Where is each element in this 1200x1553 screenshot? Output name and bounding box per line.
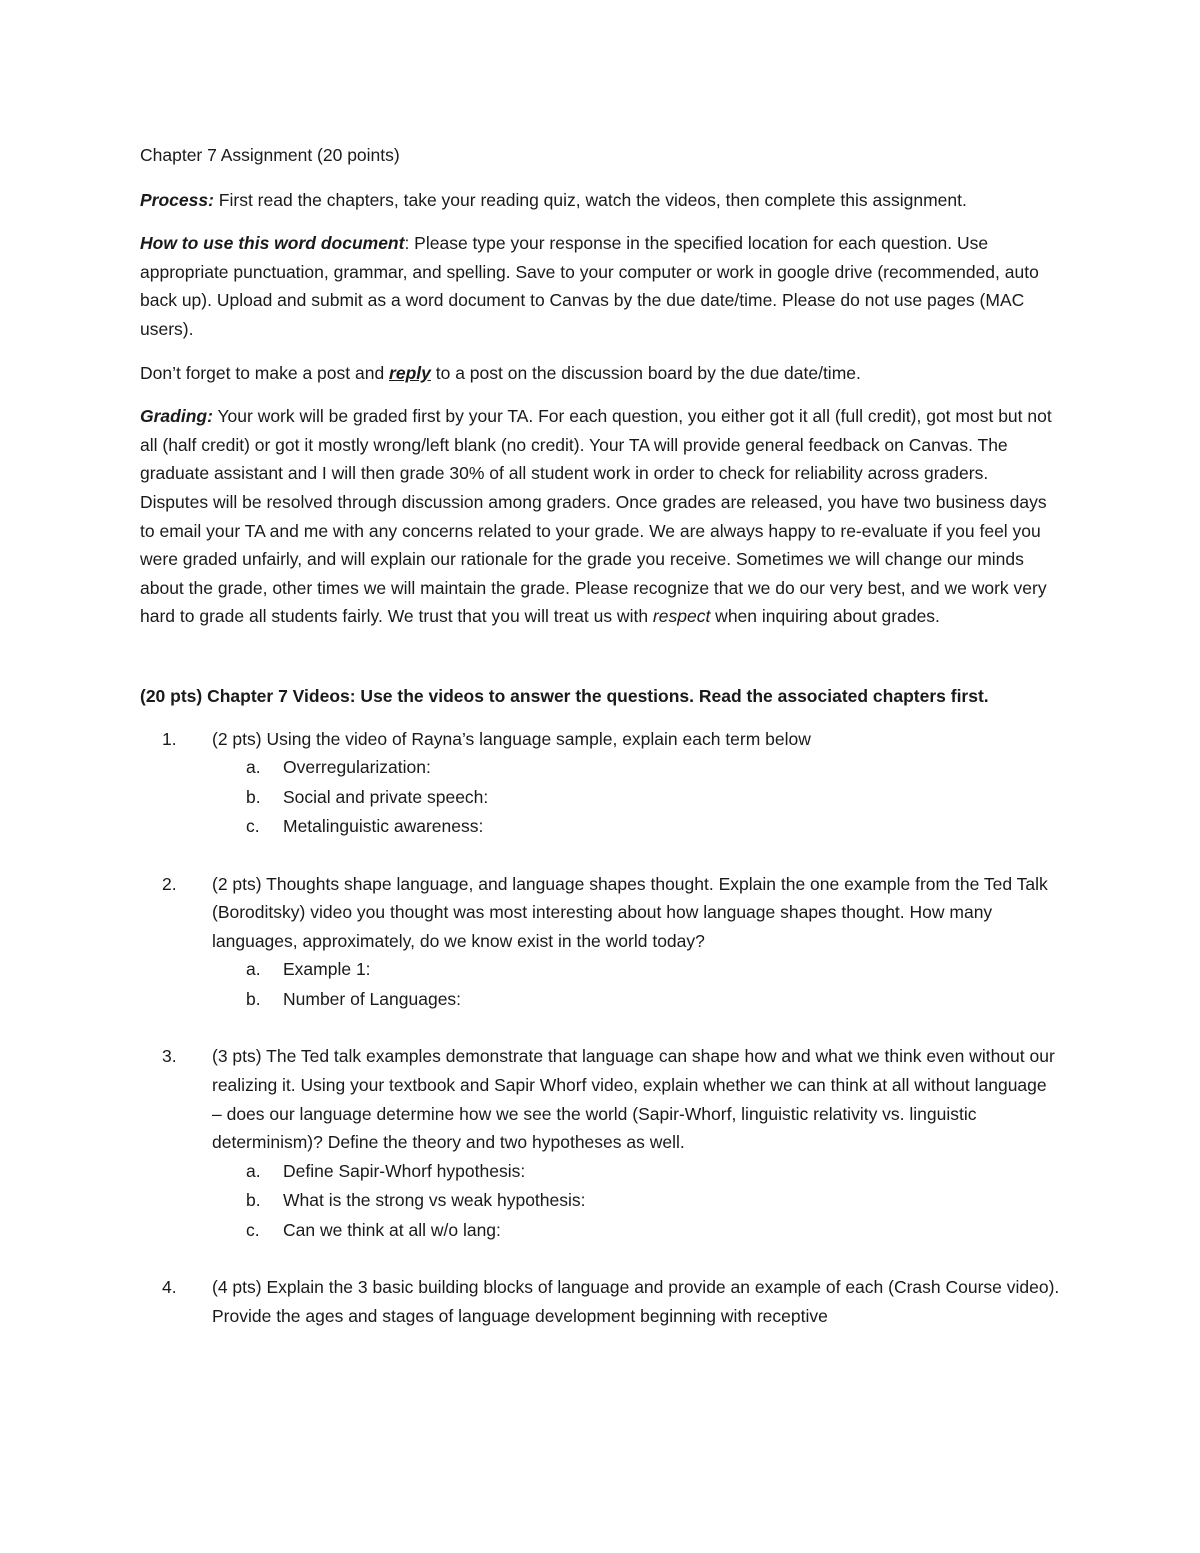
- question-item: [140, 1042, 1060, 1245]
- sub-question-text: What is the strong vs weak hypothesis:: [283, 1190, 586, 1211]
- question-number: 4.: [162, 1277, 177, 1298]
- how-to-use-text: : Please type your response in the specified location for each question. Use appropriate punctuation, grammar, and spelling. Save to your computer or work in google drive (recommended, auto back up). Upload and submit as a word document to Canvas by the due date/time. Please do not use pages (MAC users).: [140, 233, 1039, 339]
- reminder-text-before: Don’t forget to make a post and: [140, 362, 390, 383]
- grading-label: Grading:: [140, 406, 213, 427]
- grading-emphasis: respect: [652, 606, 711, 627]
- question-text: (2 pts) Thoughts shape language, and language shapes thought. Explain the one example from the Ted Talk (Boroditsky) video you thought was most interesting about how language shapes thought. How many languages, approximately, do we know exist in the world today?: [212, 873, 1048, 951]
- sub-question-text: Overregularization:: [283, 757, 431, 778]
- process-label: Process:: [140, 189, 214, 210]
- grading-text-after: when inquiring about grades.: [710, 606, 940, 627]
- reminder-emphasis: reply: [389, 362, 431, 383]
- grading-paragraph: [140, 402, 1060, 631]
- question-item: [140, 1273, 1060, 1330]
- question-list: [140, 725, 1060, 1331]
- question-item: [140, 725, 1060, 842]
- sub-question-list: [212, 955, 1060, 1014]
- question-number: 2.: [162, 873, 177, 894]
- section-heading: (20 pts) Chapter 7 Videos: Use the videos to answer the questions. Read the associated chapters first.: [140, 685, 989, 706]
- sub-question-item: [212, 1157, 1060, 1187]
- sub-question-item: [212, 812, 1060, 842]
- sub-question-text: Example 1:: [283, 959, 371, 980]
- sub-question-text: Can we think at all w/o lang:: [283, 1219, 501, 1240]
- sub-question-letter: b.: [246, 786, 261, 807]
- reminder-text-after: to a post on the discussion board by the due date/time.: [430, 362, 861, 383]
- grading-text: Your work will be graded first by your TA. For each question, you either got it all (full credit), got most but not all (half credit) or got it mostly wrong/left blank (no credit). Your TA will provide general feedback on Canvas. The graduate assistant and I will then grade 30% of all student work in order to check for reliability across graders. Disputes will be resolved through discussion among graders. Once grades are released, you have two business days to email your TA and me with any concerns related to your grade. We are always happy to re-evaluate if you feel you were graded unfairly, and will explain our rationale for the grade you receive. Sometimes we will change our minds about the grade, other times we will maintain the grade. Please recognize that we do our very best, and we work very hard to grade all students fairly. We trust that you will treat us with: [140, 406, 1052, 627]
- question-number: 1.: [162, 728, 177, 749]
- sub-question-item: [212, 985, 1060, 1015]
- sub-question-item: [212, 1216, 1060, 1246]
- how-to-use-paragraph: [140, 229, 1060, 343]
- sub-question-item: [212, 783, 1060, 813]
- sub-question-item: [212, 753, 1060, 783]
- question-number: 3.: [162, 1046, 177, 1067]
- sub-question-letter: b.: [246, 988, 261, 1009]
- question-text: (2 pts) Using the video of Rayna’s language sample, explain each term below: [212, 728, 811, 749]
- sub-question-list: [212, 1157, 1060, 1246]
- sub-question-letter: a.: [246, 959, 261, 980]
- reminder-paragraph: [140, 359, 1060, 388]
- sub-question-list: [212, 753, 1060, 842]
- how-to-use-label: How to use this word document: [140, 233, 405, 254]
- sub-question-letter: b.: [246, 1190, 261, 1211]
- question-text: (3 pts) The Ted talk examples demonstrate that language can shape how and what we think even without our realizing it. Using your textbook and Sapir Whorf video, explain whether we can think at all without language – does our language determine how we see the world (Sapir-Whorf, linguistic relativity vs. linguistic determinism)? Define the theory and two hypotheses as well.: [212, 1046, 1055, 1153]
- sub-question-text: Metalinguistic awareness:: [283, 816, 484, 837]
- question-item: [140, 870, 1060, 1015]
- sub-question-letter: c.: [246, 816, 260, 837]
- process-paragraph: [140, 186, 1060, 215]
- sub-question-letter: a.: [246, 1160, 261, 1181]
- assignment-title: Chapter 7 Assignment (20 points): [140, 145, 400, 165]
- sub-question-letter: a.: [246, 757, 261, 778]
- sub-question-letter: c.: [246, 1219, 260, 1240]
- sub-question-text: Social and private speech:: [283, 786, 489, 807]
- sub-question-item: [212, 1186, 1060, 1216]
- question-text: (4 pts) Explain the 3 basic building blocks of language and provide an example of each (Crash Course video). Provide the ages and stages of language development beginning with receptive: [212, 1277, 1060, 1326]
- sub-question-text: Number of Languages:: [283, 988, 462, 1009]
- sub-question-text: Define Sapir-Whorf hypothesis:: [283, 1160, 526, 1181]
- process-text: First read the chapters, take your reading quiz, watch the videos, then complete this assignment.: [213, 189, 967, 210]
- sub-question-item: [212, 955, 1060, 985]
- document-body: [140, 141, 1060, 1358]
